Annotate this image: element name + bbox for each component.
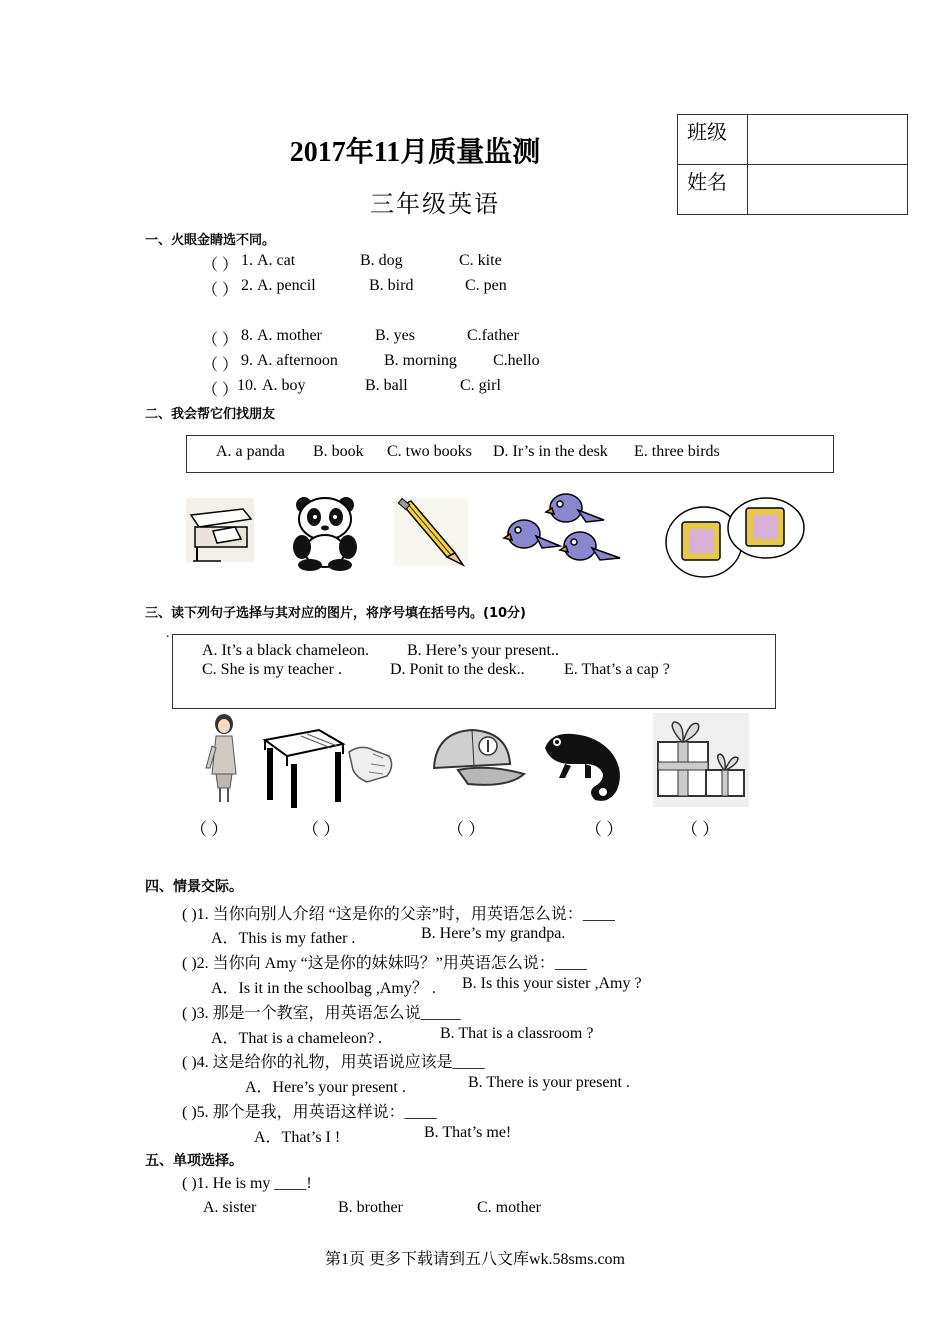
teacher-image xyxy=(202,712,242,806)
answer-bracket[interactable]: （ ） xyxy=(202,382,239,399)
name-label: 姓名 xyxy=(678,165,748,215)
cap-image xyxy=(428,724,526,792)
option-a: A. sister xyxy=(203,1199,257,1216)
option-b: B. brother xyxy=(338,1199,403,1216)
presents-image xyxy=(652,712,750,808)
sentence-option: C. She is my teacher . xyxy=(202,661,342,678)
sentence-option: D. Ponit to the desk.. xyxy=(390,661,525,678)
option-b: B. Is this your sister ,Amy ? xyxy=(462,975,642,992)
option-b: B. That is a classroom ? xyxy=(440,1025,594,1042)
item-number: 9. xyxy=(241,352,253,369)
three-birds-image xyxy=(500,486,630,572)
option-a: A．Is it in the schoolbag ,Amy？ . xyxy=(211,980,436,997)
option-b: B. That’s me! xyxy=(424,1124,512,1141)
option-b: B. Here’s my grandpa. xyxy=(421,925,566,942)
stray-dot: . xyxy=(166,626,170,641)
answer-bracket[interactable]: （ ） xyxy=(190,820,229,839)
black-chameleon-image xyxy=(541,718,633,808)
page-title: 2017年11月质量监测 xyxy=(289,137,541,168)
word-option: D. Ir’s in the desk xyxy=(493,443,608,460)
dialog-question: ( )5. 那个是我，用英语这样说：____ xyxy=(182,1104,437,1121)
option-b: B. dog xyxy=(360,252,403,269)
dialog-question: ( )3. 那是一个教室，用英语怎么说_____ xyxy=(182,1005,461,1022)
option-a: A. cat xyxy=(257,252,296,269)
bird xyxy=(546,494,604,522)
option-c: C. girl xyxy=(460,377,501,394)
option-b: B. There is your present . xyxy=(468,1074,630,1091)
dialog-question: ( )2. 当你向 Amy “这是你的妹妹吗？”用英语怎么说：____ xyxy=(182,955,587,972)
option-a: A. boy xyxy=(262,377,306,394)
answer-bracket[interactable]: （ ） xyxy=(202,282,239,299)
item-number: 1. xyxy=(241,252,253,269)
option-b: B. ball xyxy=(365,377,408,394)
option-b: B. yes xyxy=(375,327,415,344)
option-a: A. afternoon xyxy=(257,352,338,369)
class-label: 班级 xyxy=(678,115,748,165)
option-a: A．That’s I ! xyxy=(254,1129,341,1146)
option-a: A. mother xyxy=(257,327,322,344)
sentence-option: E. That’s a cap ? xyxy=(564,661,670,678)
answer-bracket[interactable]: （ ） xyxy=(202,332,239,349)
section-5-heading: 五、单项选择。 xyxy=(145,1153,243,1169)
answer-bracket[interactable]: （ ） xyxy=(585,820,624,839)
item-number: 10. xyxy=(237,377,257,394)
word-option: E. three birds xyxy=(634,443,720,460)
option-c: C. kite xyxy=(459,252,502,269)
answer-bracket[interactable]: （ ） xyxy=(681,820,720,839)
word-option: B. book xyxy=(313,443,364,460)
dialog-question: ( )4. 这是给你的礼物，用英语说应该是____ xyxy=(182,1054,485,1071)
panda-image xyxy=(282,495,368,571)
page-footer: 第1页 更多下载请到五八文库wk.58sms.com xyxy=(324,1251,625,1268)
answer-bracket[interactable]: （ ） xyxy=(447,820,486,839)
desk-and-pointing-hand-image xyxy=(261,726,395,810)
option-c: C.father xyxy=(467,327,519,344)
page-subtitle: 三年级英语 xyxy=(370,190,500,218)
section-3-heading: 三、读下列句子选择与其对应的图片，将序号填在括号内。(10分) xyxy=(145,606,526,621)
sentence-option: A. It’s a black chameleon. xyxy=(202,642,370,659)
option-b: B. morning xyxy=(384,352,457,369)
section-2-heading: 二、我会帮它们找朋友 xyxy=(145,407,276,422)
sentence-option: B. Here’s your present.. xyxy=(407,642,559,659)
option-a: A．That is a chameleon? . xyxy=(211,1030,383,1047)
option-a: A．Here’s your present . xyxy=(245,1079,406,1096)
word-option: A. a panda xyxy=(216,443,285,460)
option-c: C. mother xyxy=(477,1199,541,1216)
desk-with-book-image xyxy=(185,497,255,563)
option-a: A．This is my father . xyxy=(211,930,356,947)
option-b: B. bird xyxy=(369,277,414,294)
item-number: 2. xyxy=(241,277,253,294)
dialog-question: ( )1. 当你向别人介绍 “这是你的父亲”时，用英语怎么说：____ xyxy=(182,906,615,923)
answer-bracket[interactable]: （ ） xyxy=(202,357,239,374)
choice-question: ( )1. He is my ____! xyxy=(182,1175,312,1192)
answer-bracket[interactable]: （ ） xyxy=(302,820,341,839)
option-c: C. pen xyxy=(465,277,507,294)
word-option: C. two books xyxy=(387,443,472,460)
two-books-image xyxy=(662,496,808,580)
item-number: 8. xyxy=(241,327,253,344)
section-4-heading: 四、情景交际。 xyxy=(145,879,243,895)
option-c: C.hello xyxy=(493,352,540,369)
pencil-image xyxy=(393,497,469,567)
option-a: A. pencil xyxy=(257,277,316,294)
answer-bracket[interactable]: （ ） xyxy=(202,257,239,274)
section-1-heading: 一、火眼金睛选不同。 xyxy=(145,233,276,248)
